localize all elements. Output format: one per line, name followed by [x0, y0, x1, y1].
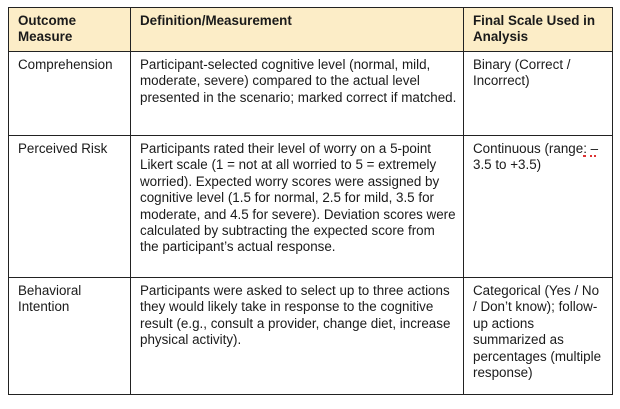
outcome-measures-table: [8, 7, 613, 395]
outcome-cell: Perceived Risk: [9, 136, 131, 278]
scale-text-range: 3.5 to +3.5): [473, 157, 542, 173]
scale-cell: Categorical (Yes / No / Don’t know); follow-up actions summarized as percentages (multiple response): [464, 278, 613, 395]
outcome-cell: Behavioral Intention: [9, 278, 131, 395]
spellcheck-marked-colon: :: [583, 141, 587, 156]
scale-cell: [464, 136, 613, 278]
outcome-cell: Comprehension: [9, 52, 131, 136]
table-row: [9, 278, 613, 395]
table-row: [9, 52, 613, 136]
scale-cell: Binary (Correct / Incorrect): [464, 52, 613, 136]
definition-cell: Participant-selected cognitive level (normal, mild, moderate, severe) compared to the actual level presented in the scenario; marked correct if matched.: [131, 52, 464, 136]
header-final-scale: Final Scale Used in Analysis: [464, 8, 613, 52]
definition-cell: Participants rated their level of worry on a 5-point Likert scale (1 = not at all worried to 5 = extremely worried). Expected worry scores were assigned by cognitive level (1.5 for normal, 2.5 for mild, 3.5 for moderate, and 4.5 for severe). Deviation scores were calculated by subtracting the expected score from the participant’s actual response.: [131, 136, 464, 278]
definition-cell: Participants were asked to select up to three actions they would likely take in response to the cognitive result (e.g., consult a provider, change diet, increase physical activity).: [131, 278, 464, 395]
header-outcome-measure: Outcome Measure: [9, 8, 131, 52]
scale-text: Continuous (range: [473, 141, 584, 156]
table-header-row: [9, 8, 613, 52]
table-row: [9, 136, 613, 278]
header-definition-measurement: Definition/Measurement: [131, 8, 464, 52]
spellcheck-marked-dash: –: [590, 141, 599, 156]
